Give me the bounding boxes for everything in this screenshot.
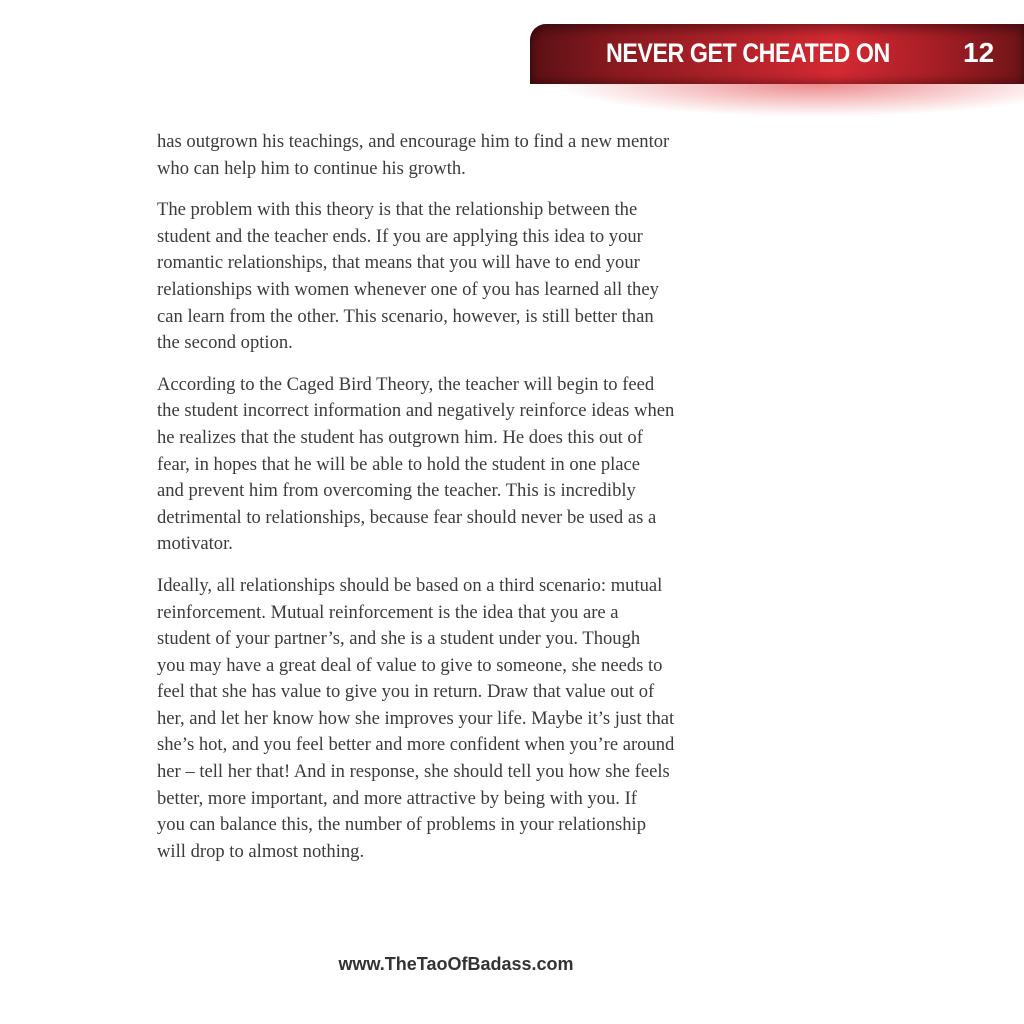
page-title: NEVER GET CHEATED ON bbox=[606, 38, 890, 68]
text-line: student of your partner’s, and she is a student under you. Though bbox=[157, 628, 641, 650]
text-line: better, more important, and more attractive by being with you. If bbox=[157, 787, 637, 809]
paragraph bbox=[157, 197, 757, 357]
text-line: feel that she has value to give you in return. Draw that value out of bbox=[157, 681, 655, 703]
text-line: you may have a great deal of value to give to someone, she needs to bbox=[157, 654, 663, 676]
page-number: 12 bbox=[963, 37, 995, 68]
text-line: the second option. bbox=[157, 332, 293, 354]
text-line: Ideally, all relationships should be based on a third scenario: mutual bbox=[157, 574, 663, 596]
text-line: reinforcement. Mutual reinforcement is the idea that you are a bbox=[157, 601, 619, 623]
text-line: has outgrown his teachings, and encourage him to find a new mentor bbox=[157, 131, 670, 152]
paragraph bbox=[157, 573, 757, 866]
text-line: student and the teacher ends. If you are applying this idea to your bbox=[157, 225, 643, 247]
text-line: romantic relationships, that means that you will have to end your bbox=[157, 252, 640, 274]
paragraph bbox=[157, 129, 757, 182]
paragraph bbox=[157, 372, 757, 558]
text-line: the student incorrect information and negatively reinforce ideas when bbox=[157, 400, 675, 422]
text-line: she’s hot, and you feel better and more confident when you’re around bbox=[157, 734, 675, 756]
text-line: relationships with women whenever one of you has learned all they bbox=[157, 278, 659, 300]
text-line: According to the Caged Bird Theory, the teacher will begin to feed bbox=[157, 373, 655, 395]
text-line: can learn from the other. This scenario, however, is still better than bbox=[157, 305, 654, 327]
text-line: her – tell her that! And in response, she should tell you how she feels bbox=[157, 761, 670, 783]
text-line: and prevent him from overcoming the teacher. This is incredibly bbox=[157, 480, 636, 502]
text-line: will drop to almost nothing. bbox=[157, 840, 365, 862]
text-line: you can balance this, the number of problems in your relationship bbox=[157, 814, 646, 836]
text-line: who can help him to continue his growth. bbox=[157, 157, 466, 179]
text-line: motivator. bbox=[157, 533, 233, 555]
text-line: The problem with this theory is that the relationship between the bbox=[157, 199, 638, 221]
text-line: fear, in hopes that he will be able to hold the student in one place bbox=[157, 453, 641, 475]
body-text bbox=[157, 129, 757, 880]
text-line: her, and let her know how she improves your life. Maybe it’s just that bbox=[157, 707, 675, 729]
text-line: detrimental to relationships, because fear should never be used as a bbox=[157, 506, 657, 528]
text-line: he realizes that the student has outgrown him. He does this out of bbox=[157, 426, 643, 448]
footer-url: www.TheTaoOfBadass.com bbox=[338, 954, 574, 974]
